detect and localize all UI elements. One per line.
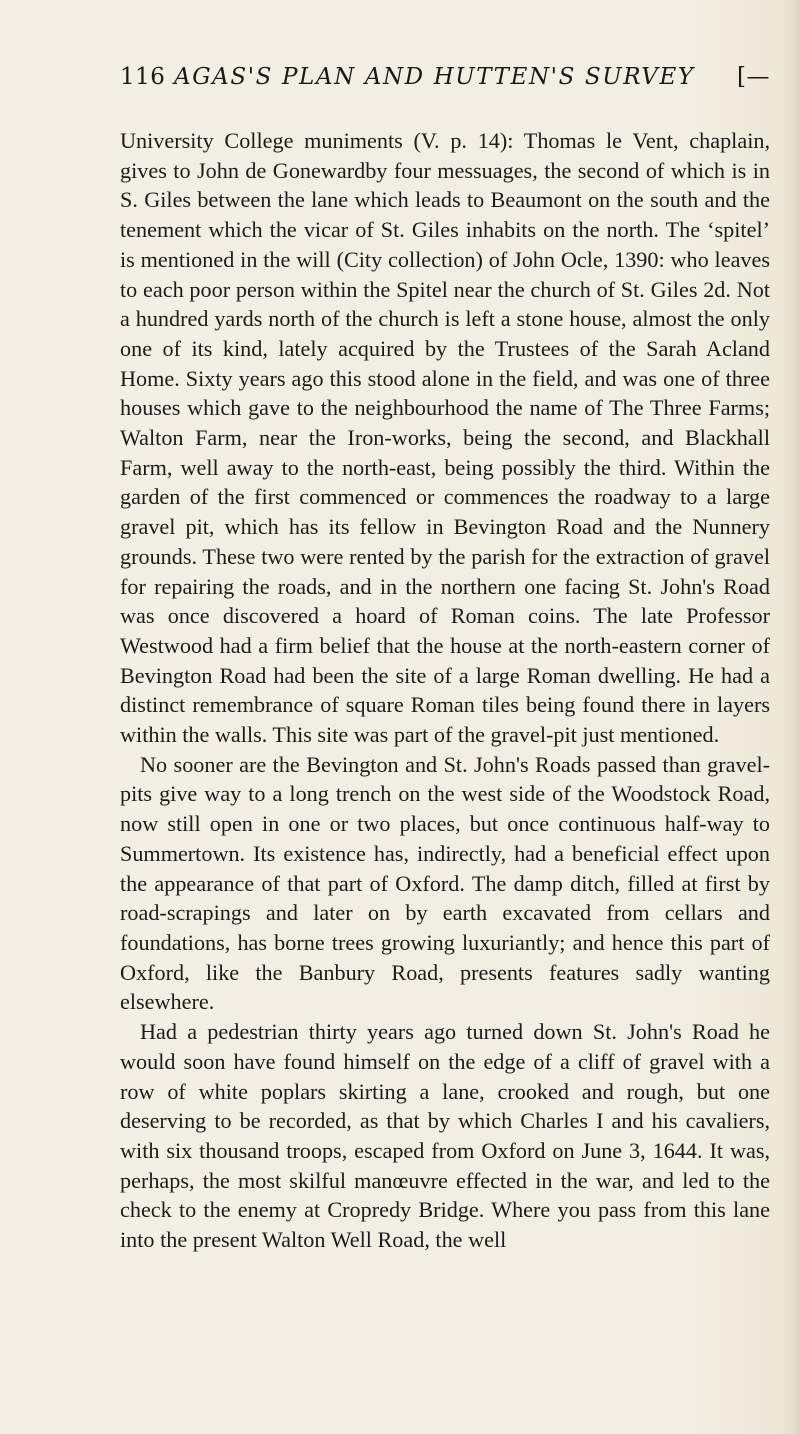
paragraph-1: University College muniments (V. p. 14): Thomas le Vent, chaplain, gives to John de Gonewardby four messuages, the second of which is in S. Giles between the lane which leads to Beaumont on the south and the tenement which the vicar of St. Giles inhabits on the north. The ‘spitel’ is mentioned in the will (City collection) of John Ocle, 1390: who leaves to each poor person within the Spitel near the church of St. Giles 2d. Not a hundred yards north of the church is left a stone house, almost the only one of its kind, lately acquired by the Trustees of the Sarah Acland Home. Sixty years ago this stood alone in the field, and was one of three houses which gave to the neighbourhood the name of The Three Farms; Walton Farm, near the Iron-works, being the second, and Blackhall Farm, well away to the north-east, being possibly the third. Within the garden of the first commenced or commences the roadway to a large gravel pit, which has its fellow in Bevington Road and the Nunnery grounds. These two were rented by the parish for the extraction of gravel for repairing the roads, and in the northern one facing St. John's Road was once discovered a hoard of Roman coins. The late Professor Westwood had a firm belief that the house at the north-eastern corner of Bevington Road had been the site of a large Roman dwelling. He had a distinct remembrance of square Roman tiles being found there in layers within the walls. This site was part of the gravel-pit just mentioned. — [120, 128, 770, 748]
page-header — [120, 64, 770, 104]
page-edge-shadow — [778, 0, 800, 1434]
body-text — [120, 126, 770, 1255]
paragraph-2: No sooner are the Bevington and St. John's Roads passed than gravel-pits give way to a long trench on the west side of the Woodstock Road, now still open in one or two places, but once continuous half-way to Summertown. Its existence has, indirectly, had a beneficial effect upon the appearance of that part of Oxford. The damp ditch, filled at first by road-scrapings and later on by earth excavated from cellars and foundations, has borne trees growing luxuriantly; and hence this part of Oxford, like the Banbury Road, presents features sadly wanting elsewhere. — [120, 751, 770, 1015]
page-number: 116 — [120, 64, 166, 90]
running-head-title: AGAS'S PLAN AND HUTTEN'S SURVEY — [174, 64, 695, 90]
paragraph-3: Had a pedestrian thirty years ago turned down St. John's Road he would soon have found himself on the edge of a cliff of gravel with a row of white poplars skirting a lane, crooked and rough, but one deserving to be recorded, as that by which Charles I and his cavaliers, with six thousand troops, escaped from Oxford on June 3, 1644. It was, perhaps, the most skilful manœuvre effected in the war, and led to the check to the enemy at Cropredy Bridge. Where you pass from this lane into the present Walton Well Road, the well — [120, 1019, 770, 1253]
running-head-bracket: [— — [737, 64, 770, 90]
